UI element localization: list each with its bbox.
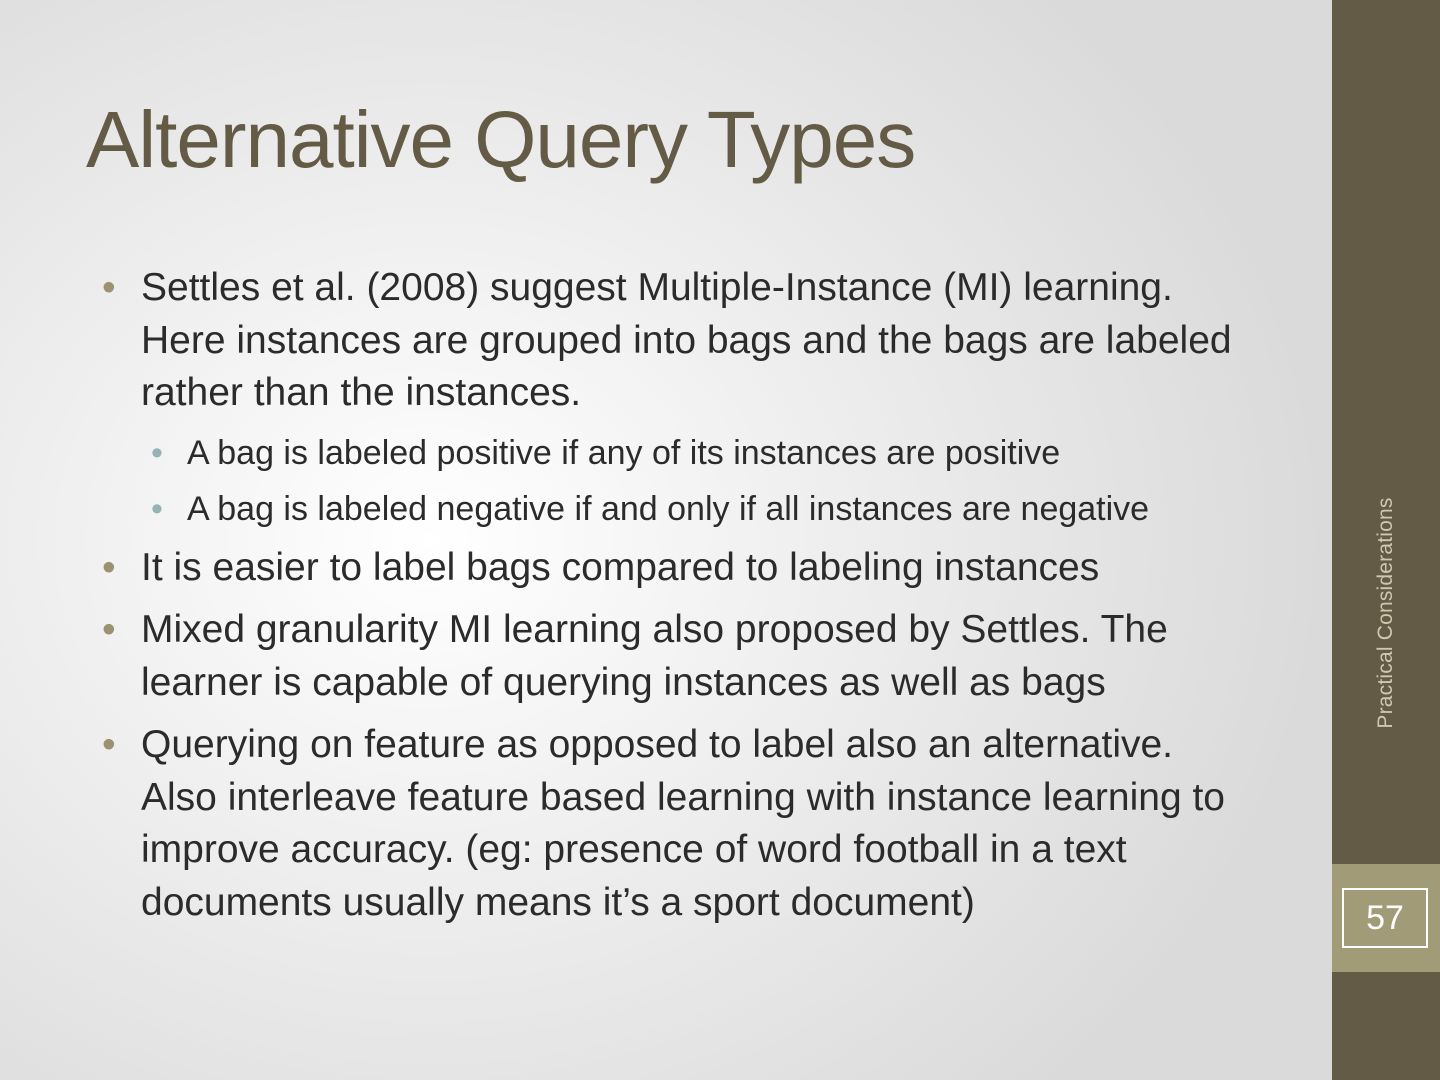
page-number-band (1332, 864, 1440, 972)
sub-bullet-marker: • (151, 433, 163, 472)
sub-bullet-item (148, 486, 1242, 532)
bullet-marker: • (102, 266, 116, 309)
bullet-item (102, 262, 1242, 420)
bullet-text: Querying on feature as opposed to label also an alternative. Also interleave feature based learning with instance learning to improve accuracy. (eg: presence of word football in a text documents usually means it’s a sport document) (141, 723, 1226, 924)
bullet-item (102, 719, 1242, 929)
section-label: Practical Considerations (1374, 497, 1397, 729)
bullet-text: It is easier to label bags compared to labeling instances (141, 545, 1100, 589)
bullet-text: Mixed granularity MI learning also proposed by Settles. The learner is capable of querying instances as well as bags (141, 608, 1168, 704)
bullet-item (102, 604, 1242, 709)
bullet-text: Settles et al. (2008) suggest Multiple-Instance (MI) learning. Here instances are grouped into bags and the bags are labeled rather than the instances. (141, 266, 1232, 414)
page-number: 57 (1342, 888, 1428, 948)
bullet-marker: • (102, 545, 116, 589)
slide-title: Alternative Query Types (86, 95, 916, 184)
sub-bullet-text: A bag is labeled negative if and only if all instances are negative (187, 489, 1150, 528)
sub-bullet-text: A bag is labeled positive if any of its instances are positive (187, 433, 1061, 472)
bullet-marker: • (102, 608, 116, 651)
bullet-item (102, 542, 1242, 595)
slide-body (102, 262, 1242, 939)
sub-bullet-item (148, 430, 1242, 476)
bullet-marker: • (102, 723, 116, 766)
sub-bullet-marker: • (151, 489, 163, 528)
